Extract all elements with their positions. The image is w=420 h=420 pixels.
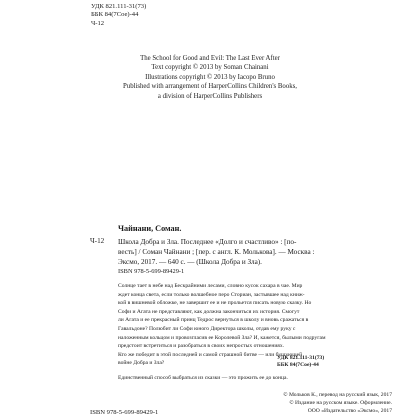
catalog-isbn: ISBN 978-5-699-89429-1 [118, 268, 185, 275]
credits-line: Text copyright © 2013 by Soman Chainani [151, 64, 269, 72]
abstract-line: Софи и Агата не представляют, как должна закончиться их история. Смогут [118, 308, 300, 315]
udk-code: УДК 821.111-31(73) [91, 3, 147, 10]
abstract-line: Кто же победит в этой последней и самой страшной битве — или бушующей [118, 351, 303, 358]
rights-line: © Издание на русском языке. Оформление. [289, 400, 392, 407]
author-mark: Ч-12 [91, 19, 105, 27]
catalog-line: Школа Добра и Зла. Последнее «Долго и счастливо» : [по- [118, 238, 297, 246]
catalog-code: Ч-12 [90, 237, 105, 245]
abstract-line: ждет конца света, если только волшебное перо Сториан, застывшее над книж- [118, 291, 305, 298]
abstract-line: войне Добра и Зла? [118, 360, 165, 367]
udk-code-repeat: УДК 821.111-31(73) [277, 355, 325, 361]
classification-block [91, 3, 146, 28]
rights-line: ООО «Издательство «Эксмо», 2017 [307, 408, 392, 415]
abstract-closing-line: Единственный способ выбраться из сказки — это прожить ее до конца. [118, 374, 288, 381]
credits-line: a division of HarperCollins Publishers [157, 92, 263, 100]
catalog-line: весть] / Соман Чайнани ; [пер. с англ. К. Молькова]. — Москва : [118, 248, 315, 256]
classification-repeat [277, 355, 324, 370]
catalog-line: Эксмо, 2017. — 640 с. — (Школа Добра и Зла). [118, 258, 262, 266]
rights-notice [256, 391, 392, 416]
bbk-code: ББК 84(7Сое)-44 [91, 11, 139, 19]
original-credits [0, 54, 420, 101]
abstract-line: Гавальдоне? Полюбит ли Софи юного Директора школы, отдав ему руку с [118, 325, 296, 332]
catalog-author: Чайнани, Соман. [118, 224, 182, 233]
credits-line: The School for Good and Evil: The Last Ever After [140, 55, 280, 62]
isbn-footer: ISBN 978-5-699-89429-1 [90, 409, 159, 416]
abstract-line: предстоит встретиться и разобраться в своих непростых отношениях. [118, 343, 285, 350]
rights-line: © Мольков К., перевод на русский язык, 2017 [283, 392, 392, 398]
credits-line: Illustrations copyright © 2013 by Iacopo Bruno [145, 73, 275, 81]
abstract-line: наложенным кольцом и провозгласив ее Королевой Зла? И, кажется, былыми подругам [118, 334, 326, 341]
abstract-line: Солнце тает в небе над Бескрайними лесами, словно кусок сахара в чае. Мир [118, 283, 303, 289]
bbk-code-repeat: ББК 84(7Сое)-44 [277, 362, 319, 369]
catalog-entry [118, 237, 348, 267]
abstract-line: кой в вишневой обложке, не завершит ее и не прольется писать новую сказку. Но [118, 300, 312, 307]
abstract-line: ли Агата и ее прекрасный принц Тедрос вернуться в школу и вновь сражаться в [118, 317, 309, 324]
credits-line: Published with arrangement of HarperCollins Children's Books, [123, 83, 297, 91]
